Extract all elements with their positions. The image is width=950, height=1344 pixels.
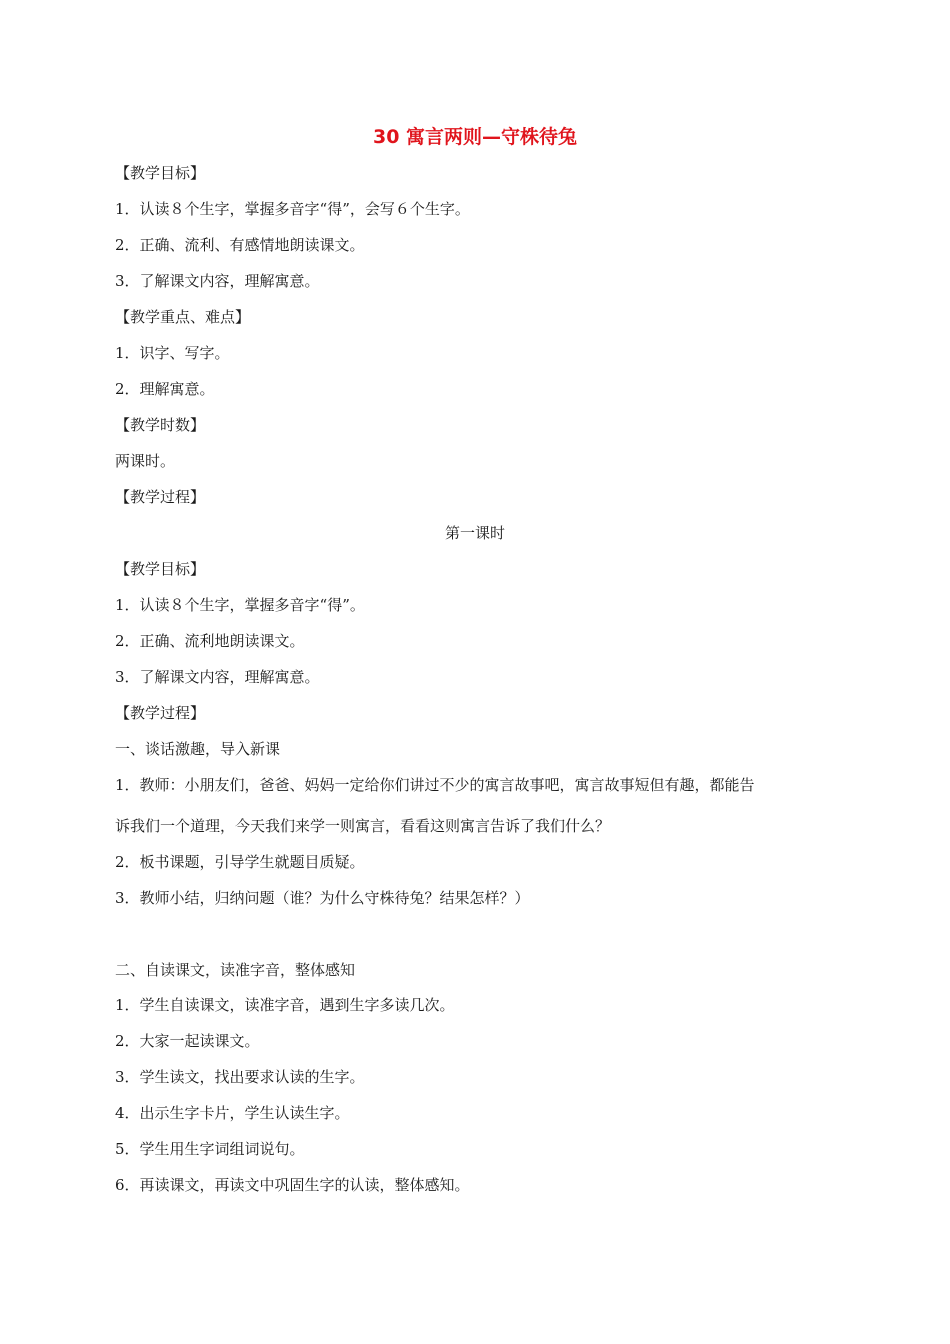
step-one-item-2: 2．板书课题，引导学生就题目质疑。: [115, 853, 365, 871]
step-one-item-3: 3．教师小结，归纳问题（谁？为什么守株待兔？结果怎样？）: [115, 889, 530, 907]
step-two-item-5: 5．学生用生字词组词说句。: [115, 1140, 305, 1158]
document-title: 30 寓言两则—守株待兔: [372, 126, 578, 148]
section-heading-teaching-goals: 【教学目标】: [115, 164, 206, 182]
lesson-one-goal-1: 1．认读８个生字，掌握多音字“得”。: [115, 596, 365, 614]
step-two-item-6: 6．再读课文，再读文中巩固生字的认读，整体感知。: [115, 1176, 470, 1194]
step-two-item-4: 4．出示生字卡片，学生认读生字。: [115, 1104, 350, 1122]
step-one-item-1-line-2: 诉我们一个道理，今天我们来学一则寓言，看看这则寓言告诉了我们什么？: [115, 817, 611, 835]
step-two-item-1: 1．学生自读课文，读准字音，遇到生字多读几次。: [115, 996, 455, 1014]
section-heading-teaching-process: 【教学过程】: [115, 488, 206, 506]
goal-item-2: 2．正确、流利、有感情地朗读课文。: [115, 236, 365, 254]
lesson-one-goal-3: 3．了解课文内容，理解寓意。: [115, 668, 320, 686]
section-heading-key-points: 【教学重点、难点】: [115, 308, 251, 326]
section-heading-class-hours: 【教学时数】: [115, 416, 206, 434]
key-point-item-1: 1．识字、写字。: [115, 344, 230, 362]
step-one-item-1-line-1: 1．教师：小朋友们，爸爸、妈妈一定给你们讲过不少的寓言故事吧，寓言故事短但有趣，都能告: [115, 776, 755, 794]
lesson-one-heading: 第一课时: [444, 524, 505, 542]
step-two-heading: 二、自读课文，读准字音，整体感知: [115, 961, 356, 979]
class-hours-text: 两课时。: [115, 452, 176, 470]
key-point-item-2: 2．理解寓意。: [115, 380, 215, 398]
lesson-one-goals-heading: 【教学目标】: [115, 560, 206, 578]
step-one-heading: 一、谈话激趣，导入新课: [115, 740, 281, 758]
lesson-one-process-heading: 【教学过程】: [115, 704, 206, 722]
goal-item-1: 1．认读８个生字，掌握多音字“得”，会写６个生字。: [115, 200, 470, 218]
lesson-one-goal-2: 2．正确、流利地朗读课文。: [115, 632, 305, 650]
goal-item-3: 3．了解课文内容，理解寓意。: [115, 272, 320, 290]
step-two-item-2: 2．大家一起读课文。: [115, 1032, 260, 1050]
step-two-item-3: 3．学生读文，找出要求认读的生字。: [115, 1068, 365, 1086]
